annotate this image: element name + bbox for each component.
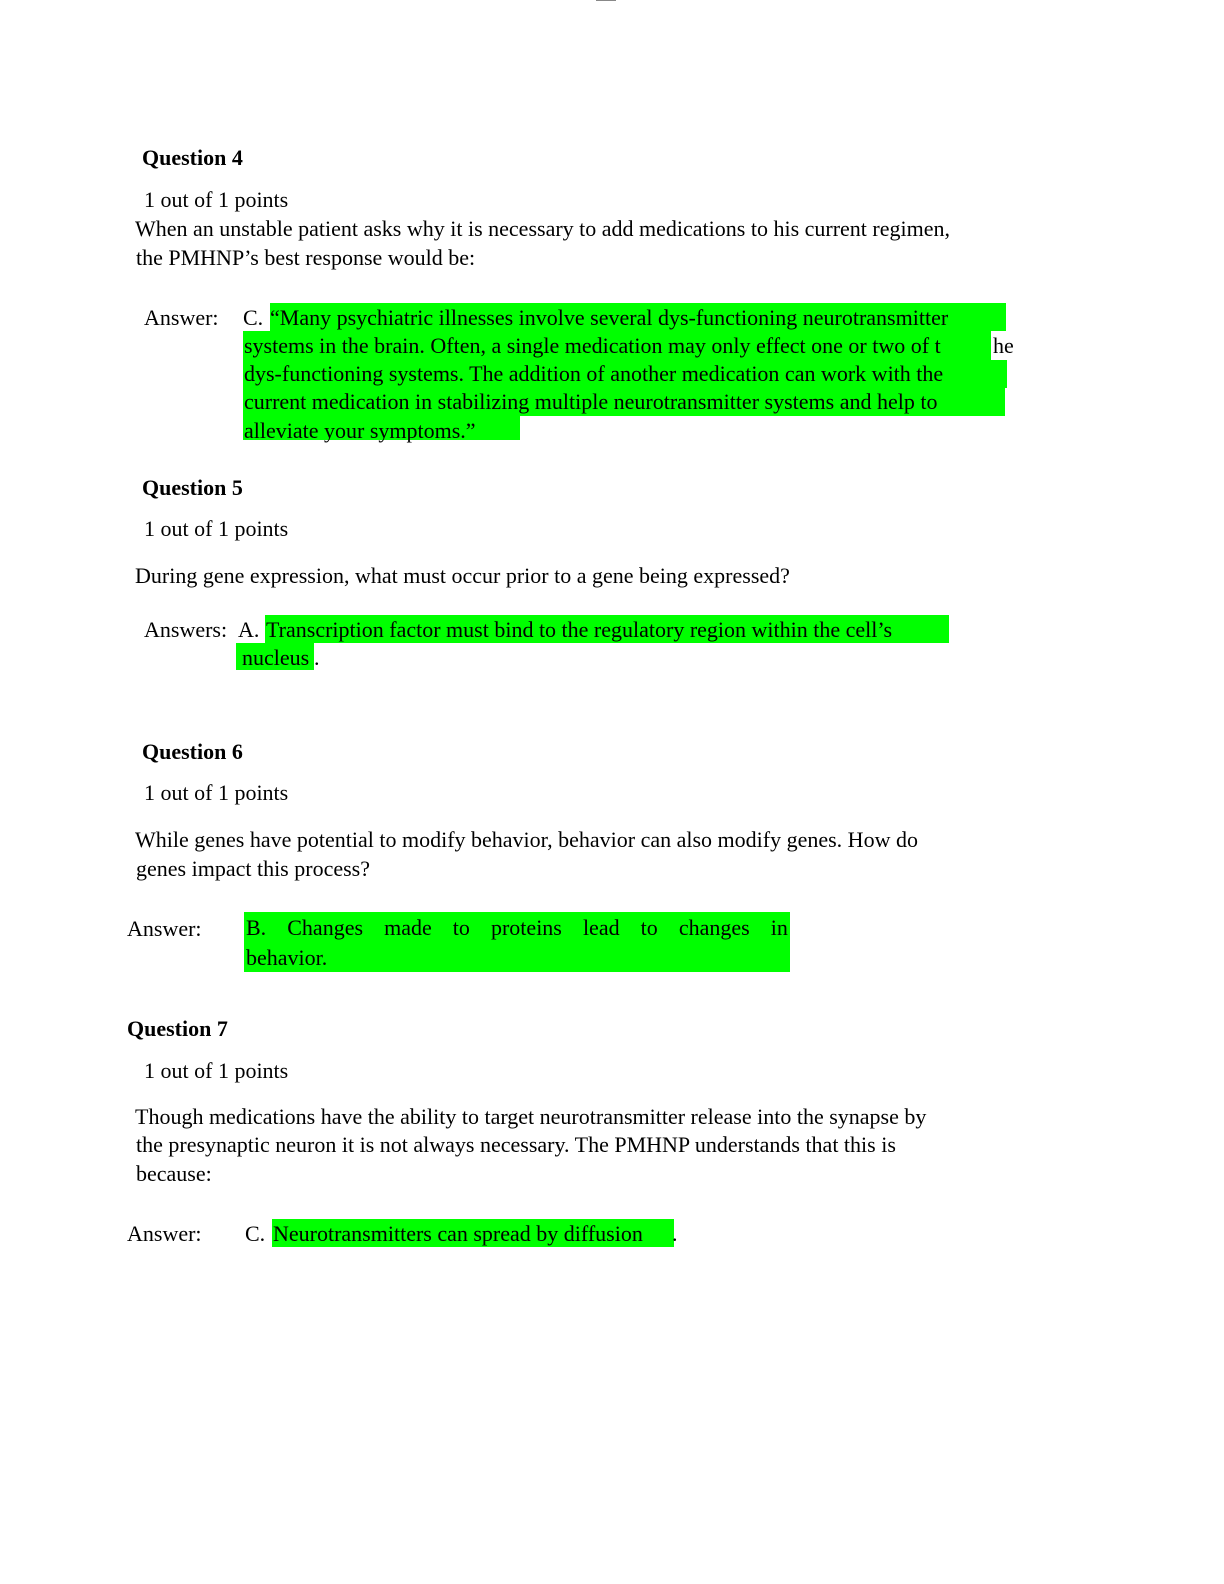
question-title: Question 6: [142, 739, 243, 764]
answer-text-line: “Many psychiatric illnesses involve several dys-functioning neurotransmitter: [270, 305, 949, 330]
answer-text-fragment: .: [672, 1221, 678, 1246]
answer-text-line: systems in the brain. Often, a single medication may only effect one or two of t: [244, 333, 941, 358]
answer-text-line: alleviate your symptoms.”: [244, 418, 476, 443]
answer-label: Answer:: [127, 1221, 202, 1246]
answer-label: Answer:: [127, 916, 202, 941]
answer-text-fragment: he: [993, 333, 1014, 358]
question-prompt-line: genes impact this process?: [136, 856, 370, 881]
answer-text-line: nucleus: [242, 645, 310, 670]
question-prompt-line: While genes have potential to modify behavior, behavior can also modify genes. How do: [135, 827, 918, 852]
question-points: 1 out of 1 points: [144, 516, 289, 541]
question-prompt-line: the PMHNP’s best response would be:: [136, 245, 476, 270]
answer-text-line: behavior.: [246, 945, 328, 970]
answer-text-line: Transcription factor must bind to the regulatory region within the cell’s: [266, 617, 893, 642]
header-mark: [596, 0, 616, 3]
answer-letter: A.: [238, 617, 260, 642]
answer-letter: C.: [245, 1221, 266, 1246]
question-title: Question 4: [142, 145, 243, 170]
answer-text-line: current medication in stabilizing multiple neurotransmitter systems and help to: [244, 389, 938, 414]
answer-word: made: [384, 915, 432, 940]
answer-word: proteins: [490, 915, 562, 940]
answer-letter: C.: [243, 305, 264, 330]
answer-justified-line: [246, 915, 788, 941]
question-points: 1 out of 1 points: [144, 187, 289, 212]
answer-label: Answers:: [144, 617, 228, 642]
question-title: Question 5: [142, 475, 243, 500]
answer-text-line: Neurotransmitters can spread by diffusion: [273, 1221, 643, 1246]
answer-text-fragment: .: [314, 645, 320, 670]
answer-highlight: [244, 912, 790, 972]
question-title: Question 7: [127, 1016, 228, 1041]
question-points: 1 out of 1 points: [144, 1058, 289, 1083]
question-prompt-line: During gene expression, what must occur prior to a gene being expressed?: [135, 563, 790, 588]
answer-word: lead: [582, 915, 620, 940]
question-points: 1 out of 1 points: [144, 780, 289, 805]
question-prompt-line: because:: [136, 1161, 212, 1186]
question-prompt-line: When an unstable patient asks why it is necessary to add medications to his current regimen,: [135, 216, 950, 241]
answer-word: in: [770, 915, 788, 940]
answer-word: to: [452, 915, 470, 940]
answer-label: Answer:: [144, 305, 219, 330]
answer-word: B.: [246, 915, 267, 940]
answer-word: to: [640, 915, 658, 940]
question-prompt-line: the presynaptic neuron it is not always necessary. The PMHNP understands that this is: [136, 1132, 896, 1157]
answer-word: changes: [678, 915, 750, 940]
question-prompt-line: Though medications have the ability to target neurotransmitter release into the synapse by: [135, 1104, 927, 1129]
answer-word: Changes: [287, 915, 364, 940]
answer-text-line: dys-functioning systems. The addition of another medication can work with the: [244, 361, 944, 386]
